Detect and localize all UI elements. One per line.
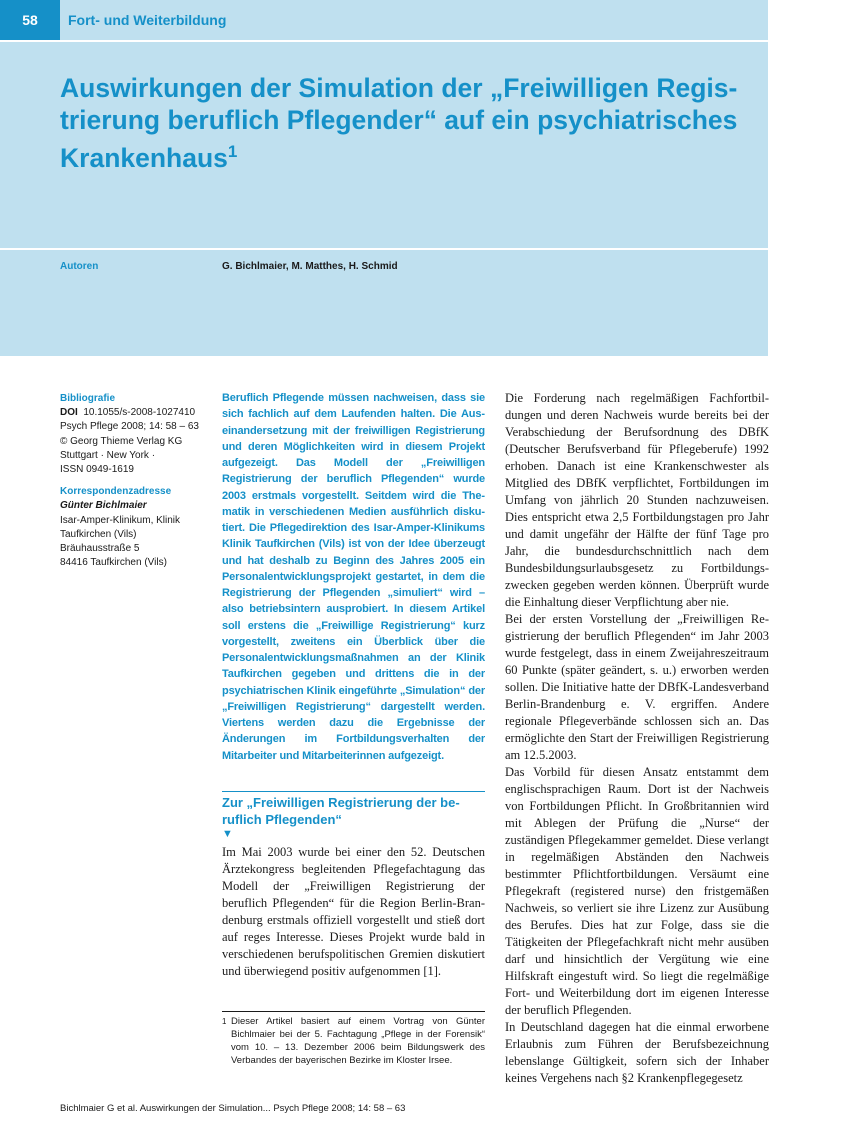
doi-value: 10.1055/s-2008-1027410 bbox=[83, 407, 196, 419]
address-line-1: Isar-Amper-Klinikum, Klinik Taufkirchen (Vils) bbox=[60, 514, 181, 540]
section-name: Fort- und Weiterbildung bbox=[68, 12, 227, 28]
issn: ISSN 0949-1619 bbox=[60, 464, 134, 476]
publisher-location: Stuttgart · New York · bbox=[60, 449, 156, 461]
body-paragraph: Die Forderung nach regelmäßigen Fachfortbildungen und deren Nachweis wurde bereits bei der Verabschiedung der Berufsordnung des DBfK (Deutscher Berufsverband für Pflegeberufe) 1992 erhoben. Danach ist eine Krankenschwester als Mitglied des DBfK verpflichtet, Fortbildungen im Umfang von jährlich 20 Stunden nachzuweisen. Dies entspricht etwa 2,5 Fortbildungstagen pro Jahr und damit ungefähr der Hälfte der fünf Tage pro Jahr, die bundesdurchschnittlich nach dem Bundesbildungsurlaubsgesetz zu Fortbildungszwecken gegeben werden können. Überprüft wurde die Einhaltung dieser Verpflichtung aber nie. bbox=[505, 391, 769, 609]
section-rule bbox=[222, 791, 485, 792]
footnote-text: Dieser Artikel basiert auf einem Vortrag von Günter Bichlmaier bei der 5. Fachtagung „Pflege in der Forensik“ vom 10. – 13. Dezember 2006 beim Bildungswerk des Verbandes der bayerischen Bezirke im Kloster Irsee. bbox=[231, 1016, 485, 1066]
authors: G. Bichlmaier, M. Matthes, H. Schmid bbox=[222, 261, 398, 272]
page-footer-citation: Bichlmaier G et al. Auswirkungen der Simulation... Psych Pflege 2008; 14: 58 – 63 bbox=[60, 1103, 406, 1114]
authors-label: Autoren bbox=[60, 261, 99, 272]
address-line-2: Bräuhausstraße 5 bbox=[60, 543, 140, 555]
footnote bbox=[222, 1015, 485, 1067]
body-paragraph: Das Vorbild für diesen Ansatz entstammt dem englischsprachigen Raum. Dort ist der Nachweis von Fortbildungen Pflicht. In Großbritannien wird mit Ablegen der Prüfung die „Nurse“ der zuständigen Pflegekammer gemeldet. Diese verlangt in regelmäßigen Abständen den Nachweis bestimmter Pflichtfortbildungen. Versäumt eine Pflegekraft (registered nurse) den fristgemäßen Nachweis, so verliert sie ihre Lizenz zur Ausübung des Berufes. Dies hat zur Folge, dass sie die Tätigkeiten der Pflegefachkraft nicht mehr ausüben darf und hinsichtlich der Vergütung wie eine Hilfskraft eingestuft wird. So liegt die regelmäßige Fort- und Weiterbildung dort im eigenen Interesse der beruflich Pflegenden. bbox=[505, 765, 769, 1017]
contact-name: Günter Bichlmaier bbox=[60, 500, 147, 512]
footnote-mark: 1 bbox=[222, 1017, 227, 1026]
right-column bbox=[505, 390, 769, 1087]
copyright: © Georg Thieme Verlag KG bbox=[60, 435, 183, 447]
body-paragraph: In Deutschland dagegen hat die einmal erworbene Erlaubnis zum Führen der Berufsbezeichnung lebenslange Gültigkeit, sofern sich der Inhaber keines Vergehens nach §2 Krankenpflegegesetz bbox=[505, 1020, 769, 1085]
doi-label: DOI bbox=[60, 407, 78, 419]
section-marker-icon: ▼ bbox=[222, 828, 233, 840]
article-title-text: Auswirkungen der Simulation der „Freiwilligen Registrierung beruflich Pflegender“ auf ein psychiatrisches Krankenhaus bbox=[60, 73, 738, 173]
body-paragraph: Bei der ersten Vorstellung der „Freiwilligen Registrierung der beruflich Pflegenden“ im Jahr 2003 wurde festgelegt, dass in einem Zweijahreszeitraum 60 Punkte (später geändert, s. u.) erworben werden sollen. Die Initiative hatte der DBfK-Landesverband Berlin-Brandenburg e. V. ergriffen. Andere regionale Pflegeverbände schlossen sich an. Das ermöglichte den Start der Freiwilligen Registrierung am 12.5.2003. bbox=[505, 612, 769, 762]
body-paragraph: Im Mai 2003 wurde bei einer den 52. Deutschen Ärztekongress begleitenden Pflegefachtagung das Modell der „Freiwilligen Registrierung der beruflich Pflegenden“ für die Region Berlin-Brandenburg erstmals offiziell vorgestellt und stieß dort auf reges Interesse. Dieses Projekt wurde bald in verschiedenen berufspolitischen Gremien diskutiert und überwiegend positiv aufgenommen [1]. bbox=[222, 845, 485, 978]
footnote-rule bbox=[222, 1011, 485, 1012]
address-line-3: 84416 Taufkirchen (Vils) bbox=[60, 557, 167, 569]
doi-line bbox=[60, 406, 212, 420]
abstract: Beruflich Pflegende müssen nachweisen, dass sie sich fachlich auf dem Laufenden halten. Die Auseinandersetzung mit der freiwilligen Registrierung und deren Möglichkeiten wird in diesem Projekt aufgezeigt. Das Modell der „Freiwilligen Registrierung der beruflich Pflegenden“ wurde 2003 erstmals vorgestellt. Seitdem wird die Thematik in verschiedenen Medien ausführlich diskutiert. Die Pflegedirektion des Isar-Amper-Klinikums Klinik Taufkirchen (Vils) ist von der Idee überzeugt und hat deshalb zu Beginn des Jahres 2005 ein Personalentwicklungsprojekt gestartet, in dem die Registrierung der Pflegenden „simuliert“ wird – also betriebsintern ausprobiert. In diesem Artikel soll erstens die „Freiwillige Registrierung“ kurz vorgestellt, zweitens ein Überblick über die Personalentwicklungsmaßnahmen an der Klinik Taufkirchen gegeben und drittens die in der psychiatrischen Klinik eingeführte „Simulation“ der „Freiwilligen Registrierung“ dargestellt werden. Viertens werden dazu die Ergebnisse der Änderungen im Fortbildungsverhalten der Mitarbeiter und Mitarbeiterinnen aufgezeigt. bbox=[222, 392, 485, 762]
title-footnote-mark: 1 bbox=[227, 142, 238, 161]
page-number: 58 bbox=[0, 0, 60, 40]
section-heading: Zur „Freiwilligen Registrierung der beruflich Pflegenden“ bbox=[222, 795, 460, 827]
bibliografie-label: Bibliografie bbox=[60, 393, 116, 404]
journal-ref: Psych Pflege 2008; 14: 58 – 63 bbox=[60, 421, 199, 433]
bibliography-block bbox=[60, 392, 212, 570]
korrespondenz-label: Korrespondenzadresse bbox=[60, 486, 172, 498]
article-title bbox=[60, 72, 765, 174]
